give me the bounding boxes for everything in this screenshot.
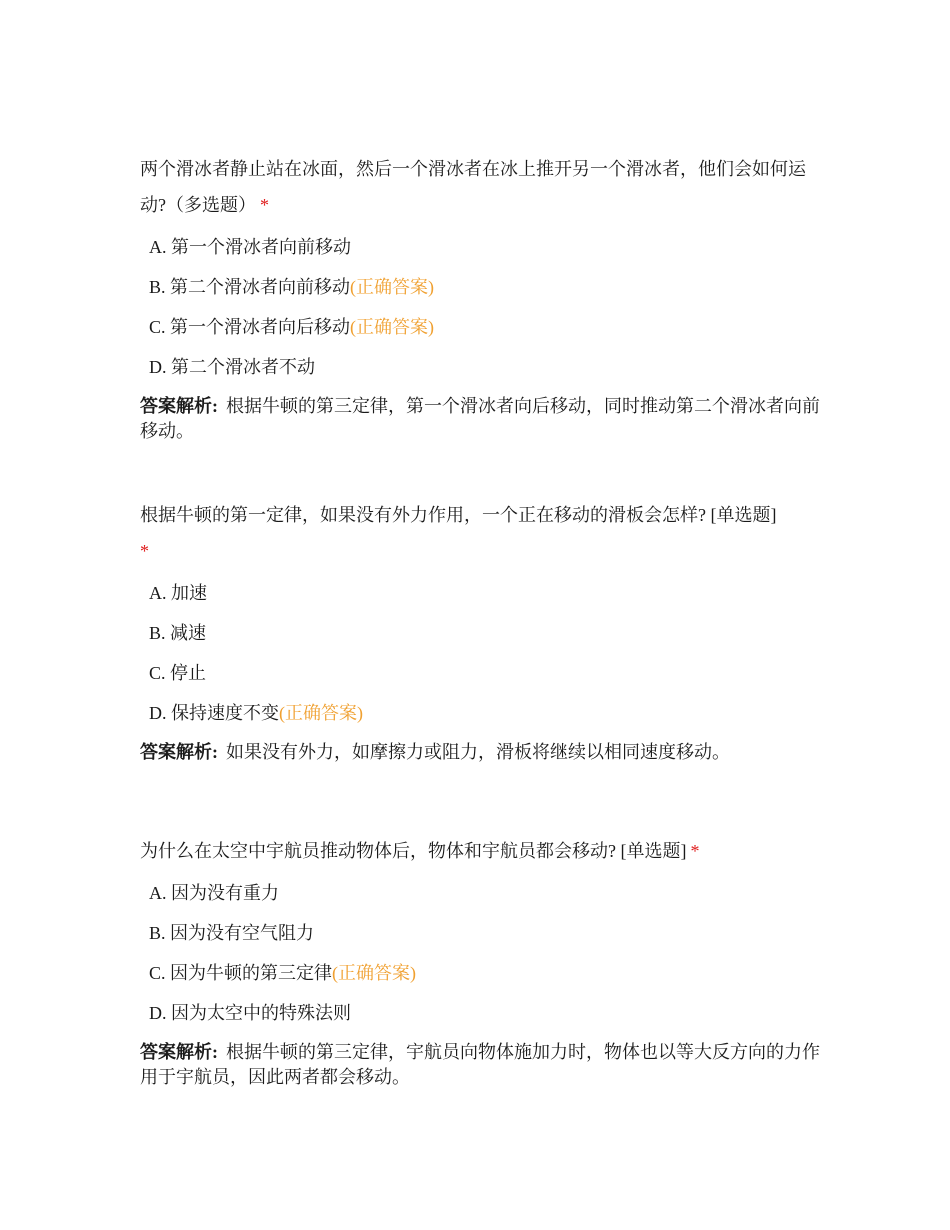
- required-mark: *: [690, 841, 700, 861]
- option-a[interactable]: A. 因为没有重力: [149, 883, 279, 903]
- question-3: [140, 833, 820, 1090]
- option-list: [140, 573, 820, 733]
- option-b[interactable]: B. 减速: [149, 623, 207, 643]
- question-1: [140, 151, 820, 444]
- analysis-label: 答案解析:: [140, 742, 218, 762]
- correct-answer-tag: (正确答案): [350, 317, 435, 337]
- option-list: [140, 227, 820, 387]
- analysis-text: 如果没有外力，如摩擦力或阻力，滑板将继续以相同速度移动。: [226, 742, 730, 762]
- question-title: 为什么在太空中宇航员推动物体后，物体和宇航员都会移动? [单选题] *: [140, 841, 700, 861]
- answer-analysis: [140, 740, 820, 765]
- option-b[interactable]: B. 因为没有空气阻力: [149, 923, 315, 943]
- question-title: 两个滑冰者静止站在冰面，然后一个滑冰者在冰上推开另一个滑冰者，他们会如何运动?（多选题） *: [140, 159, 806, 215]
- analysis-label: 答案解析:: [140, 396, 218, 416]
- option-c[interactable]: C. 第一个滑冰者向后移动(正确答案): [149, 317, 435, 337]
- required-mark: *: [140, 541, 149, 561]
- answer-analysis: [140, 1040, 820, 1090]
- option-b[interactable]: B. 第二个滑冰者向前移动(正确答案): [149, 277, 435, 297]
- option-list: [140, 873, 820, 1033]
- option-a[interactable]: A. 加速: [149, 583, 207, 603]
- option-c[interactable]: C. 停止: [149, 663, 207, 683]
- analysis-label: 答案解析:: [140, 1042, 218, 1062]
- option-a[interactable]: A. 第一个滑冰者向前移动: [149, 237, 351, 257]
- correct-answer-tag: (正确答案): [279, 703, 363, 723]
- correct-answer-tag: (正确答案): [350, 277, 435, 297]
- required-mark: *: [260, 195, 269, 215]
- option-d[interactable]: D. 因为太空中的特殊法则: [149, 1003, 351, 1023]
- question-2: [140, 497, 820, 765]
- answer-analysis: [140, 394, 820, 444]
- option-c[interactable]: C. 因为牛顿的第三定律(正确答案): [149, 963, 417, 983]
- analysis-text: 根据牛顿的第三定律，宇航员向物体施加力时，物体也以等大反方向的力作用于宇航员，因此两者都会移动。: [140, 1042, 820, 1087]
- analysis-text: 根据牛顿的第三定律，第一个滑冰者向后移动，同时推动第二个滑冰者向前移动。: [140, 396, 820, 441]
- option-d[interactable]: D. 第二个滑冰者不动: [149, 357, 315, 377]
- correct-answer-tag: (正确答案): [332, 963, 417, 983]
- option-d[interactable]: D. 保持速度不变(正确答案): [149, 703, 363, 723]
- question-title: 根据牛顿的第一定律，如果没有外力作用，一个正在移动的滑板会怎样? [单选题] *: [140, 505, 777, 561]
